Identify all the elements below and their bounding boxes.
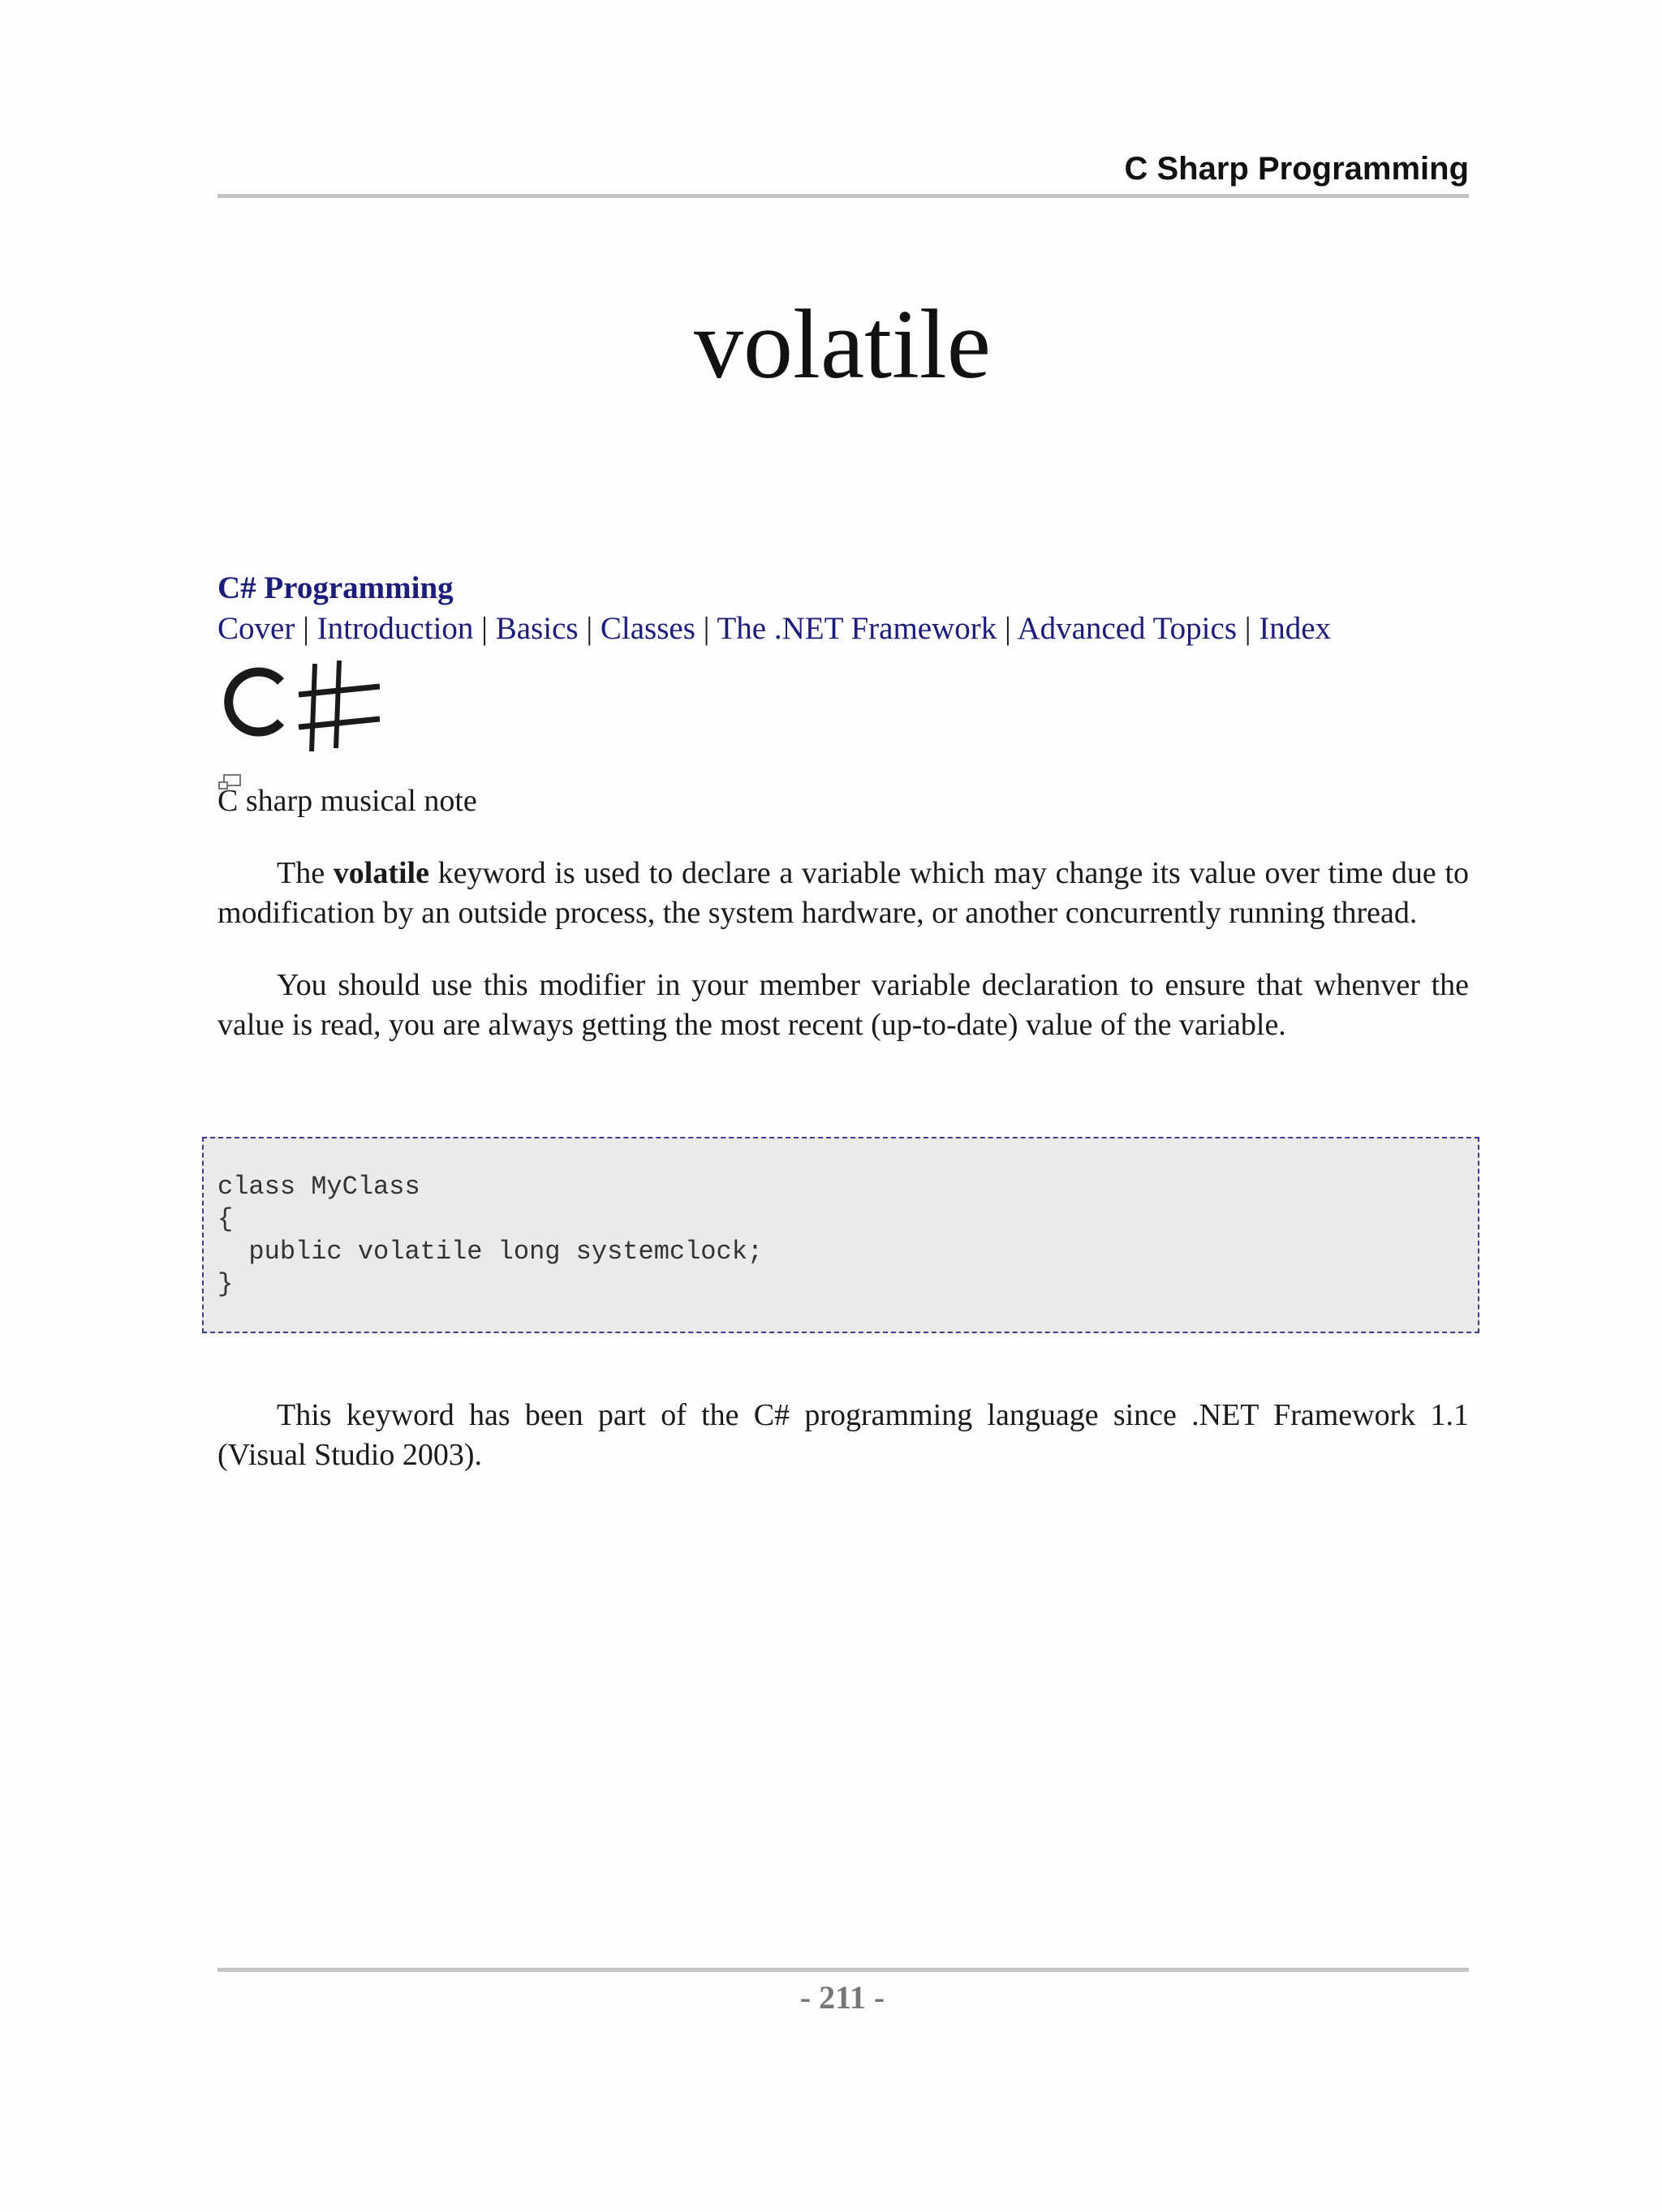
book-title: C Sharp Programming xyxy=(1124,151,1469,187)
footer-rule xyxy=(217,1968,1469,1972)
nav-separator: | xyxy=(303,611,309,646)
nav-heading[interactable]: C# Programming xyxy=(217,570,454,605)
nav-separator: | xyxy=(1244,611,1251,646)
nav-link-cover[interactable]: Cover xyxy=(217,611,295,646)
enlarge-icon[interactable] xyxy=(217,762,1469,781)
header-rule xyxy=(217,194,1469,198)
nav-separator: | xyxy=(1005,611,1011,646)
keyword-volatile: volatile xyxy=(333,856,429,890)
nav-link-introduction[interactable]: Introduction xyxy=(316,611,474,646)
paragraph-intro xyxy=(217,854,1469,933)
paragraph-history: This keyword has been part of the C# programming language since .NET Framework 1.1 (Visual Studio 2003). xyxy=(217,1398,1469,1472)
code-block xyxy=(202,1137,1479,1333)
figure-caption: C sharp musical note xyxy=(217,784,477,818)
code-line: class MyClass xyxy=(217,1172,420,1202)
paragraph-usage: You should use this modifier in your member variable declaration to ensure that whenver the value is read, you are always getting the most recent (up-to-date) value of the variable. xyxy=(217,968,1469,1042)
nav-separator: | xyxy=(703,611,710,646)
page-number: - 211 - xyxy=(799,1979,885,2016)
code-line: { xyxy=(217,1204,234,1234)
content-area xyxy=(217,568,1469,1045)
chapter-title: volatile xyxy=(694,290,991,399)
nav-link-dotnet-framework[interactable]: The .NET Framework xyxy=(717,611,997,646)
code-line: } xyxy=(217,1269,234,1299)
para1-text-before: The xyxy=(277,856,334,890)
nav-separator: | xyxy=(481,611,488,646)
nav-link-basics[interactable]: Basics xyxy=(495,611,579,646)
c-sharp-logo-icon[interactable] xyxy=(217,656,380,757)
nav-separator: | xyxy=(586,611,593,646)
para1-text-after: keyword is used to declare a variable which may change its value over time due to modification by an outside process, the system hardware, or another concurrently running thread. xyxy=(217,856,1470,930)
nav-link-classes[interactable]: Classes xyxy=(600,611,695,646)
nav-link-advanced-topics[interactable]: Advanced Topics xyxy=(1017,611,1237,646)
nav-link-index[interactable]: Index xyxy=(1259,611,1332,646)
code-line: public volatile long systemclock; xyxy=(217,1237,764,1267)
nav-links xyxy=(217,609,1469,649)
